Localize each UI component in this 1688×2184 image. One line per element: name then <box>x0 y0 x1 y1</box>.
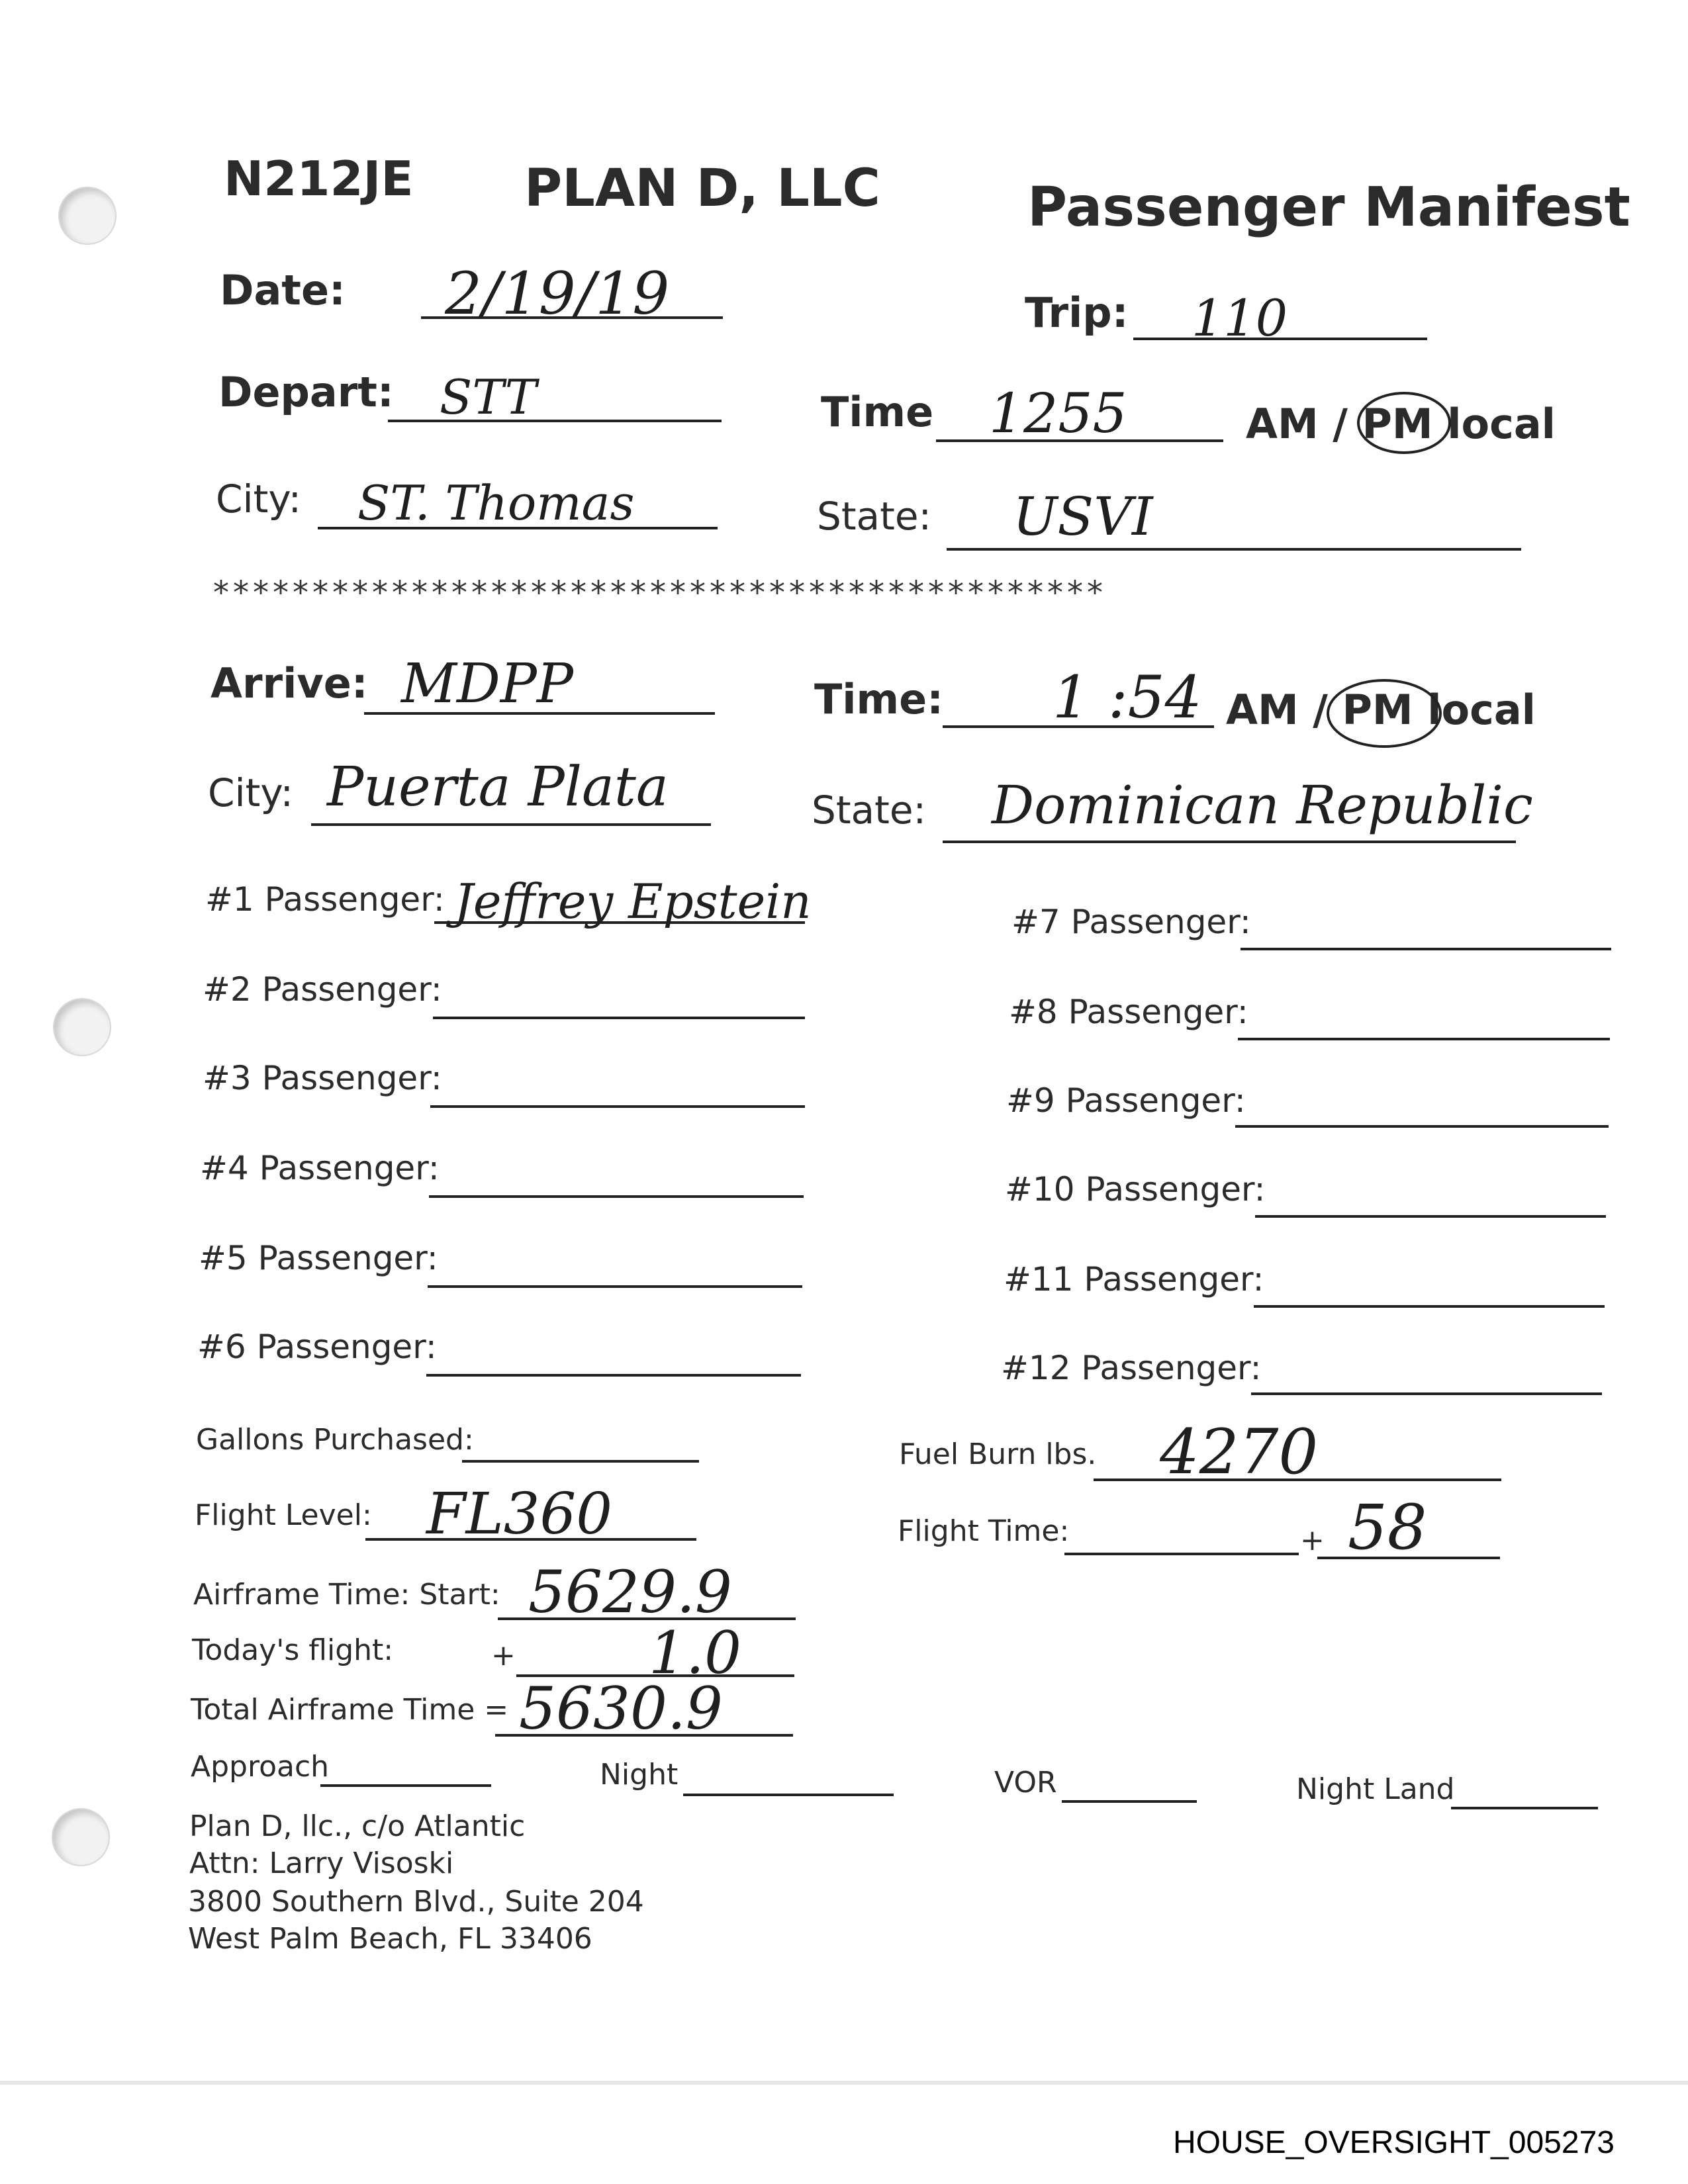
arrive-time-label: Time: <box>814 675 943 723</box>
passenger-2-line <box>433 1017 805 1019</box>
depart-state-label: State: <box>817 494 932 539</box>
passenger-1-label: #1 Passenger: <box>205 880 445 919</box>
depart-city-value: ST. Thomas <box>357 475 635 531</box>
depart-pm-circle <box>1357 392 1451 454</box>
passenger-12-label: #12 Passenger: <box>1001 1349 1262 1387</box>
gallons-purchased-line <box>462 1460 699 1463</box>
total-airframe-label: Total Airframe Time = <box>191 1693 509 1727</box>
binder-hole-top <box>58 187 117 245</box>
passenger-7-line <box>1241 948 1611 950</box>
passenger-4-line <box>429 1195 804 1198</box>
passenger-5-label: #5 Passenger: <box>199 1239 438 1277</box>
passenger-4-label: #4 Passenger: <box>200 1149 440 1187</box>
approach-line <box>320 1784 491 1787</box>
vor-label: VOR <box>994 1766 1057 1799</box>
passenger-6-label: #6 Passenger: <box>197 1328 437 1366</box>
binder-hole-middle <box>53 998 111 1056</box>
arrive-state-line <box>943 841 1516 843</box>
flight-time-label: Flight Time: <box>898 1514 1070 1548</box>
passenger-11-line <box>1254 1305 1605 1308</box>
night-land-label: Night Land <box>1296 1772 1455 1806</box>
scan-edge <box>0 2081 1688 2085</box>
arrive-state-value: Dominican Republic <box>992 774 1533 836</box>
depart-ampm: AM / PM local <box>1246 400 1556 448</box>
flight-time-value: 58 <box>1348 1492 1427 1564</box>
address-line-1: Plan D, llc., c/o Atlantic <box>189 1809 526 1843</box>
todays-flight-value: 1.0 <box>649 1619 741 1687</box>
bates-number: HOUSE_OVERSIGHT_005273 <box>1173 2125 1615 2160</box>
night-label: Night <box>600 1758 679 1792</box>
passenger-3-line <box>430 1105 805 1108</box>
passenger-1-value: Jeffrey Epstein <box>454 874 812 929</box>
airframe-start-label: Airframe Time: Start: <box>193 1578 500 1612</box>
trip-value: 110 <box>1192 289 1288 347</box>
arrive-time-value: 1 :54 <box>1053 663 1202 731</box>
todays-flight-label: Today's flight: <box>192 1633 394 1667</box>
todays-flight-plus: + <box>491 1639 516 1672</box>
passenger-11-label: #11 Passenger: <box>1004 1260 1264 1298</box>
address-line-4: West Palm Beach, FL 33406 <box>188 1922 592 1956</box>
arrive-value: MDPP <box>401 653 574 715</box>
vor-line <box>1062 1800 1197 1803</box>
arrive-state-label: State: <box>812 788 927 833</box>
date-label: Date: <box>220 266 346 314</box>
passenger-2-label: #2 Passenger: <box>203 970 442 1009</box>
passenger-5-line <box>428 1285 802 1288</box>
arrive-city-line <box>311 823 711 826</box>
passenger-9-line <box>1235 1125 1609 1128</box>
night-line <box>683 1794 894 1796</box>
binder-hole-bottom <box>52 1808 110 1866</box>
flight-time-plus: + <box>1300 1524 1325 1557</box>
tail-number: N212JE <box>224 151 414 206</box>
fuel-burn-label: Fuel Burn lbs. <box>899 1437 1097 1471</box>
passenger-10-line <box>1255 1215 1606 1218</box>
passenger-10-label: #10 Passenger: <box>1005 1170 1266 1208</box>
flight-time-line-1 <box>1064 1553 1299 1555</box>
address-line-3: 3800 Southern Blvd., Suite 204 <box>188 1885 644 1919</box>
address-line-2: Attn: Larry Visoski <box>189 1846 454 1880</box>
flight-level-value: FL360 <box>426 1481 612 1547</box>
depart-state-value: USVI <box>1013 486 1153 547</box>
arrive-city-value: Puerta Plata <box>327 756 669 819</box>
depart-value: STT <box>440 369 537 425</box>
total-airframe-value: 5630.9 <box>519 1674 723 1743</box>
airframe-start-value: 5629.9 <box>528 1558 732 1626</box>
depart-label: Depart: <box>218 368 394 416</box>
arrive-pm-circle <box>1327 679 1442 748</box>
arrive-label: Arrive: <box>211 659 368 707</box>
arrive-ampm: AM / PM local <box>1226 686 1536 734</box>
depart-time-value: 1255 <box>989 383 1127 445</box>
flight-level-label: Flight Level: <box>195 1498 372 1532</box>
depart-state-line <box>947 548 1521 551</box>
section-separator: ********************************************* <box>213 574 1107 612</box>
depart-city-label: City: <box>216 477 301 522</box>
passenger-8-label: #8 Passenger: <box>1009 993 1248 1031</box>
passenger-12-line <box>1251 1392 1602 1395</box>
arrive-city-label: City: <box>208 770 293 815</box>
approach-label: Approach <box>191 1750 330 1784</box>
gallons-purchased-label: Gallons Purchased: <box>196 1423 474 1457</box>
depart-line <box>388 420 722 422</box>
fuel-burn-value: 4270 <box>1160 1416 1319 1488</box>
passenger-7-label: #7 Passenger: <box>1011 903 1251 941</box>
date-value: 2/19/19 <box>445 259 670 328</box>
form-title: Passenger Manifest <box>1027 176 1630 239</box>
passenger-6-line <box>426 1374 801 1377</box>
company-name: PLAN D, LLC <box>524 159 880 218</box>
passenger-8-line <box>1238 1038 1610 1040</box>
passenger-3-label: #3 Passenger: <box>203 1059 442 1097</box>
night-land-line <box>1451 1807 1598 1809</box>
passenger-9-label: #9 Passenger: <box>1006 1081 1246 1120</box>
trip-label: Trip: <box>1025 289 1129 337</box>
depart-time-label: Time <box>821 388 934 436</box>
